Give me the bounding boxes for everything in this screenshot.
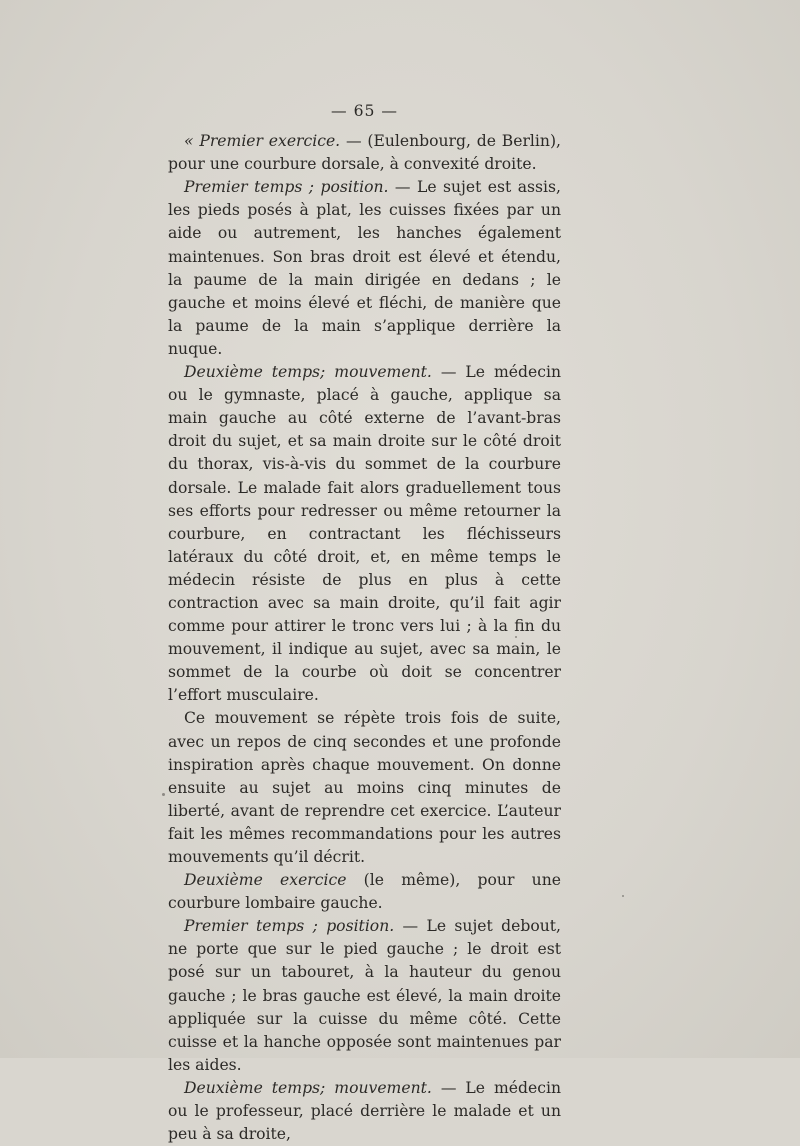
- paragraph-body: Ce mouvement se répète trois fois de suite, avec un repos de cinq secondes et une profonde inspiration après chaque mouvement. On donne ensuite au sujet au moins cinq minutes de liberté, avant de reprendre cet exercice. L’auteur fait les mêmes recommandations pour les autres mouvements qu’il décrit.: [168, 709, 561, 866]
- paragraph-lead: Deuxième temps; mouvement.: [184, 363, 432, 382]
- paragraph-body: — Le médecin ou le gymnaste, placé à gauche, applique sa main gauche au côté externe de l’avant-bras droit du sujet, et sa main droite sur le côté droit du thorax, vis-à-vis du sommet de la courbure dorsale. Le malade fait alors graduellement tous ses efforts pour redresser ou même retourner la courbure, en contractant les fléchisseurs latéraux du côté droit, et, en même temps le médecin résiste de plus en plus à cette contraction avec sa main droite, qu’il fait agir comme pour attirer le tronc vers lui ; à la fin du mouvement, il indique au sujet, avec sa main, le sommet de la courbe où doit se concentrer l’effort musculaire.: [168, 363, 561, 705]
- paragraph-deuxieme-temps-2: [168, 1077, 561, 1146]
- paragraph-lead: Premier temps ; position.: [184, 178, 389, 197]
- paragraph-lead: Premier temps ; position.: [184, 917, 395, 936]
- paragraph-lead: « Premier exercice.: [184, 132, 341, 151]
- paper-speck: [515, 636, 517, 638]
- paragraph-lead: Deuxième exercice: [184, 871, 347, 890]
- paragraph-body: — Le sujet debout, ne porte que sur le pied gauche ; le droit est posé sur un tabouret, à la hauteur du genou gauche ; le bras gauche est élevé, la main droite appliquée sur la cuisse du même côté. Cette cuisse et la hanche opposée sont maintenues par les aides.: [168, 917, 561, 1074]
- paragraph-premier-temps: [168, 176, 561, 361]
- paragraph-premier-temps-2: [168, 915, 561, 1077]
- paragraph-premier-exercice: [168, 130, 561, 176]
- paragraph-deuxieme-exercice: [168, 869, 561, 915]
- paragraph-body: (le même), pour une courbure lombaire gauche.: [168, 871, 561, 913]
- paragraph-repetition: [168, 707, 561, 869]
- page-number: — 65 —: [331, 102, 398, 120]
- paragraph-body: — Le médecin ou le professeur, placé derrière le malade et un peu à sa droite,: [168, 1078, 561, 1144]
- paragraph-body: — Le sujet est assis, les pieds posés à plat, les cuisses fixées par un aide ou autrement, les hanches également maintenues. Son bras droit est élevé et étendu, la paume de la main dirigée en dedans ; le gauche et moins élevé et fléchi, de manière que la paume de la main s’applique derrière la nuque.: [168, 178, 561, 358]
- paragraph-deuxieme-temps: [168, 361, 561, 707]
- paragraph-body: — (Eulenbourg, de Berlin), pour une courbure dorsale, à convexité droite.: [168, 132, 561, 174]
- paper-speck: [162, 793, 165, 796]
- paper-speck: [622, 895, 624, 897]
- page-text-block: [168, 100, 561, 1146]
- paragraph-lead: Deuxième temps; mouvement.: [184, 1078, 432, 1097]
